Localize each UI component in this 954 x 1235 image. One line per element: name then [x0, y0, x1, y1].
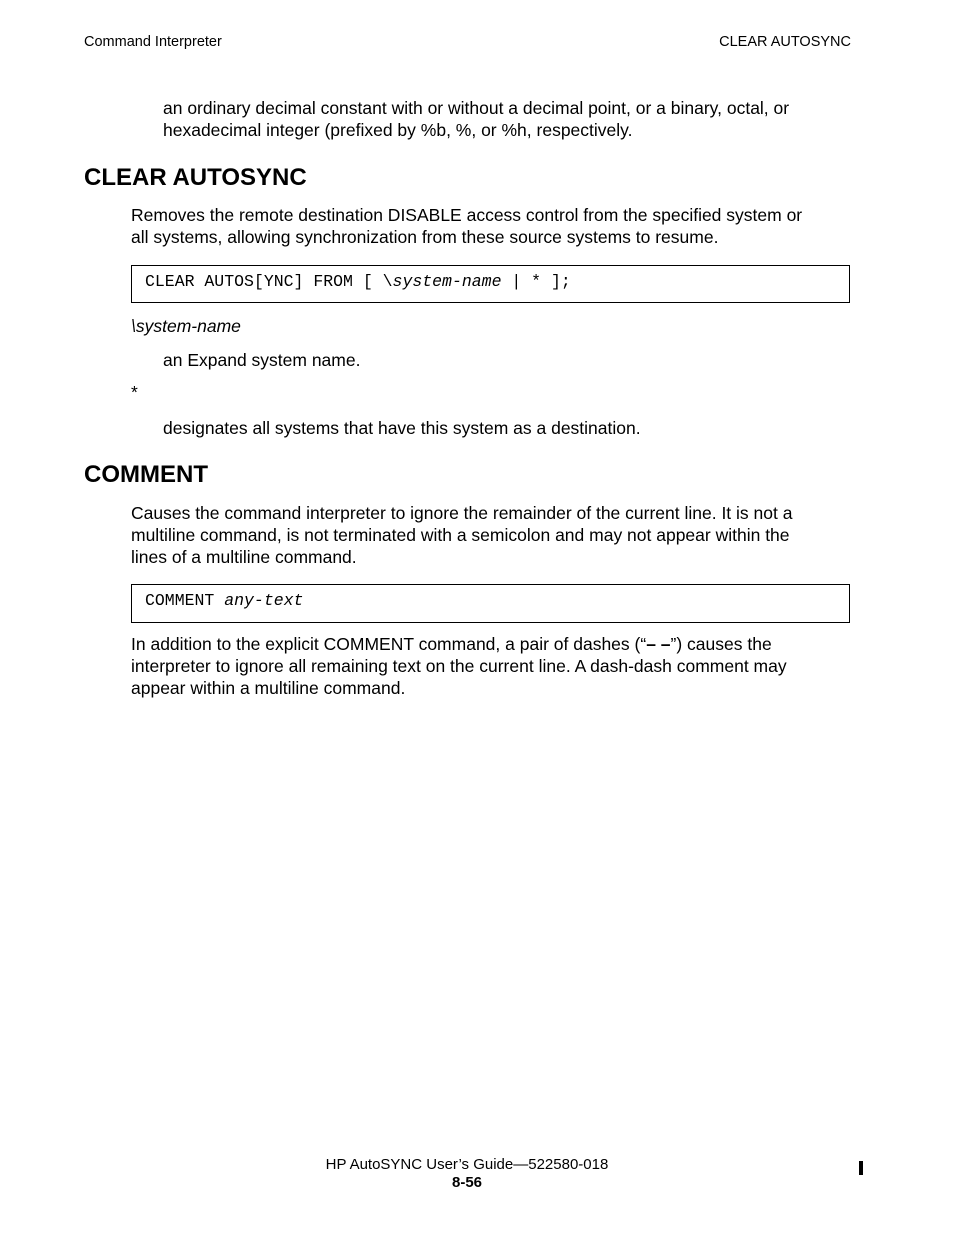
comment-description: [131, 502, 792, 568]
param-term-asterisk: *: [131, 382, 138, 402]
description-line: lines of a multiline command.: [131, 547, 357, 567]
clear-autosync-syntax-box: [131, 265, 850, 303]
comment-note: [131, 633, 787, 699]
section-heading-comment: COMMENT: [84, 461, 208, 488]
note-text: In addition to the explicit COMMENT command, a pair of dashes (“: [131, 634, 647, 654]
intro-line: hexadecimal integer (prefixed by %b, %, or %h, respectively.: [163, 120, 633, 140]
footer-page-number: 8-56: [451, 1174, 483, 1191]
syntax-keyword: COMMENT: [145, 591, 225, 610]
running-header-right: CLEAR AUTOSYNC: [719, 34, 851, 50]
description-line: multiline command, is not terminated with a semicolon and may not appear within the: [131, 525, 790, 545]
intro-paragraph: [163, 97, 789, 141]
description-line: all systems, allowing synchronization from these source systems to resume.: [131, 227, 719, 247]
param-def-asterisk: designates all systems that have this system as a destination.: [163, 418, 641, 438]
syntax-param: any-text: [224, 591, 304, 610]
param-term-system-name: \system-name: [131, 316, 241, 336]
description-line: Causes the command interpreter to ignore the remainder of the current line. It is not a: [131, 503, 793, 523]
clear-autosync-description: [131, 204, 802, 248]
comment-syntax-box: [131, 584, 850, 623]
note-text: ”) causes the: [670, 634, 772, 654]
footer-guide-title: HP AutoSYNC User’s Guide—522580-018: [325, 1156, 609, 1173]
note-line: [131, 633, 787, 655]
section-heading-clear-autosync: CLEAR AUTOSYNC: [84, 164, 307, 191]
note-line: appear within a multiline command.: [131, 678, 406, 698]
syntax-text: CLEAR AUTOS[YNC] FROM [ \: [145, 272, 393, 291]
running-header-left: Command Interpreter: [84, 34, 222, 50]
syntax-text: | * ];: [501, 272, 571, 291]
description-line: Removes the remote destination DISABLE access control from the specified system or: [131, 205, 803, 225]
intro-line: an ordinary decimal constant with or without a decimal point, or a binary, octal, or: [163, 98, 790, 118]
syntax-param: system-name: [392, 272, 502, 291]
note-line: interpreter to ignore all remaining text on the current line. A dash-dash comment may: [131, 656, 787, 676]
param-def-system-name: an Expand system name.: [163, 350, 361, 370]
dash-dash-symbol: – –: [646, 634, 671, 654]
change-bar: [859, 1161, 863, 1175]
